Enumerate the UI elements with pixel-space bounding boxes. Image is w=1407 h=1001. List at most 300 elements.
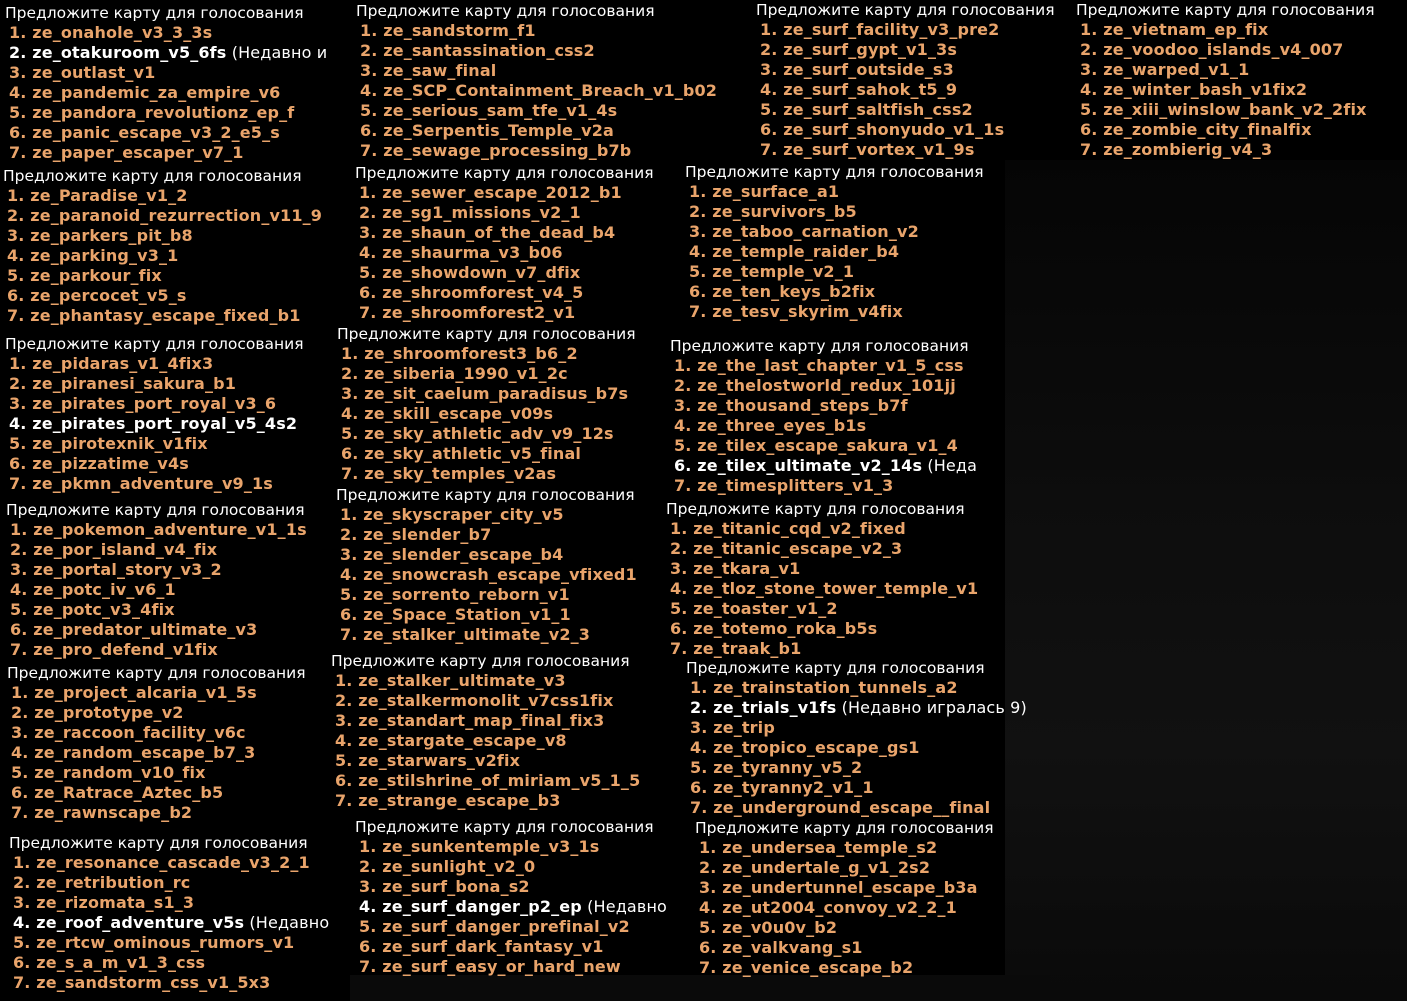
map-option-3[interactable]: [695, 878, 1007, 898]
map-name: 7. ze_venice_escape_b2: [699, 958, 914, 977]
map-option-6[interactable]: [355, 283, 685, 303]
map-option-3[interactable]: [6, 560, 341, 580]
map-option-3[interactable]: [1076, 60, 1407, 80]
map-name: 7. ze_timesplitters_v1_3: [674, 476, 894, 495]
menu-title: Предложите карту для голосования: [5, 335, 304, 353]
map-option-4[interactable]: [670, 416, 1005, 436]
map-option-5[interactable]: [756, 100, 1074, 120]
map-name: 5. ze_xiii_winslow_bank_v2_2fix: [1080, 100, 1367, 119]
map-name: 7. ze_tesv_skyrim_v4fix: [689, 302, 903, 321]
map-option-7[interactable]: [356, 141, 751, 161]
recently-played-note: (Недавно: [581, 897, 667, 916]
map-name: 2. ze_prototype_v2: [11, 703, 184, 722]
map-name: 7. ze_stalker_ultimate_v2_3: [340, 625, 591, 644]
map-name: 6. ze_shroomforest_v4_5: [359, 283, 584, 302]
map-name: 2. ze_trials_v1fs: [690, 698, 837, 717]
map-option-5[interactable]: [5, 103, 350, 123]
vote-menu: [5, 3, 350, 163]
map-name: 4. ze_tropico_escape_gs1: [690, 738, 920, 757]
menu-title: Предложите карту для голосования: [686, 659, 985, 677]
map-name: 1. ze_undersea_temple_s2: [699, 838, 938, 857]
map-name: 6. ze_tilex_ultimate_v2_14s: [674, 456, 923, 475]
map-option-2[interactable]: [3, 206, 348, 226]
map-option-2[interactable]: [756, 40, 1074, 60]
map-name: 6. ze_valkvang_s1: [699, 938, 863, 957]
map-option-1[interactable]: [9, 853, 351, 873]
map-option-7[interactable]: [666, 639, 1011, 659]
map-option-4[interactable]: [686, 738, 1048, 758]
map-name: 7. ze_paper_escaper_v7_1: [9, 143, 244, 162]
map-name: 4. ze_potc_iv_v6_1: [10, 580, 176, 599]
map-option-6[interactable]: [670, 456, 1005, 476]
map-option-3[interactable]: [670, 396, 1005, 416]
map-name: 4. ze_pandemic_za_empire_v6: [9, 83, 281, 102]
vote-menu: [695, 818, 1007, 978]
map-option-3[interactable]: [5, 63, 350, 83]
map-option-5[interactable]: [695, 918, 1007, 938]
map-name: 3. ze_undertunnel_escape_b3a: [699, 878, 978, 897]
map-option-6[interactable]: [1076, 120, 1407, 140]
map-option-1[interactable]: [5, 354, 350, 374]
menu-title: Предложите карту для голосования: [331, 652, 630, 670]
map-name: 5. ze_temple_v2_1: [689, 262, 855, 281]
vote-menu: [9, 833, 351, 993]
map-option-5[interactable]: [355, 917, 692, 937]
map-name: 2. ze_piranesi_sakura_b1: [9, 374, 237, 393]
map-name: 2. ze_titanic_escape_v2_3: [670, 539, 903, 558]
map-name: 6. ze_s_a_m_v1_3_css: [13, 953, 206, 972]
map-option-2[interactable]: [5, 374, 350, 394]
map-name: 6. ze_Space_Station_v1_1: [340, 605, 571, 624]
map-option-6[interactable]: [336, 605, 666, 625]
map-option-7[interactable]: [695, 958, 1007, 978]
map-name: 2. ze_paranoid_rezurrection_v11_9: [7, 206, 323, 225]
map-name: 6. ze_surf_shonyudo_v1_1s: [760, 120, 1005, 139]
map-name: 7. ze_sandstorm_css_v1_5x3: [13, 973, 271, 992]
map-option-2[interactable]: [336, 525, 666, 545]
map-name: 7. ze_rawnscape_b2: [11, 803, 193, 822]
map-name: 5. ze_tilex_escape_sakura_v1_4: [674, 436, 958, 455]
map-option-2[interactable]: [1076, 40, 1407, 60]
map-name: 4. ze_stargate_escape_v8: [335, 731, 567, 750]
map-name: 5. ze_tyranny_v5_2: [690, 758, 863, 777]
map-option-3[interactable]: [756, 60, 1074, 80]
map-name: 4. ze_tloz_stone_tower_temple_v1: [670, 579, 979, 598]
map-option-7[interactable]: [336, 625, 666, 645]
menu-title: Предложите карту для голосования: [336, 486, 635, 504]
recently-played-note: (Неда: [922, 456, 978, 475]
map-name: 5. ze_random_v10_fix: [11, 763, 206, 782]
map-name: 7. ze_surf_vortex_v1_9s: [760, 140, 975, 159]
map-option-3[interactable]: [685, 222, 1005, 242]
map-option-1[interactable]: [1076, 20, 1407, 40]
map-option-4[interactable]: [1076, 80, 1407, 100]
map-name: 4. ze_shaurma_v3_b06: [359, 243, 563, 262]
map-option-2[interactable]: [337, 364, 667, 384]
map-name: 3. ze_saw_final: [360, 61, 497, 80]
map-option-6[interactable]: [5, 454, 350, 474]
map-option-1[interactable]: [355, 183, 685, 203]
map-name: 5. ze_potc_v3_4fix: [10, 600, 175, 619]
map-name: 4. ze_random_escape_b7_3: [11, 743, 256, 762]
map-option-3[interactable]: [686, 718, 1048, 738]
map-option-4[interactable]: [336, 565, 666, 585]
vote-menu: [1076, 0, 1407, 160]
map-option-4[interactable]: [666, 579, 1011, 599]
vote-menu: [670, 336, 1005, 496]
map-option-6[interactable]: [331, 771, 676, 791]
map-option-3[interactable]: [5, 394, 350, 414]
map-option-4[interactable]: [685, 242, 1005, 262]
map-option-3[interactable]: [3, 226, 348, 246]
map-option-7[interactable]: [6, 640, 341, 660]
map-name: 6. ze_pizzatime_v4s: [9, 454, 189, 473]
map-option-1[interactable]: [666, 519, 1011, 539]
map-option-4[interactable]: [756, 80, 1074, 100]
map-option-4[interactable]: [9, 913, 351, 933]
vote-menu: [756, 0, 1074, 160]
map-option-1[interactable]: [3, 186, 348, 206]
map-name: 7. ze_surf_easy_or_hard_new: [359, 957, 621, 976]
map-option-7[interactable]: [355, 957, 692, 977]
map-option-6[interactable]: [695, 938, 1007, 958]
map-name: 3. ze_sit_caelum_paradisus_b7s: [341, 384, 629, 403]
menu-title: Предложите карту для голосования: [5, 4, 304, 22]
map-option-1[interactable]: [670, 356, 1005, 376]
map-name: 5. ze_pirotexnik_v1fix: [9, 434, 208, 453]
map-option-6[interactable]: [666, 619, 1011, 639]
map-option-6[interactable]: [685, 282, 1005, 302]
map-option-2[interactable]: [7, 703, 342, 723]
vote-menu: [685, 162, 1005, 322]
menu-title: Предложите карту для голосования: [355, 164, 654, 182]
map-option-7[interactable]: [355, 303, 685, 323]
map-option-5[interactable]: [336, 585, 666, 605]
map-option-7[interactable]: [686, 798, 1048, 818]
map-name: 4. ze_three_eyes_b1s: [674, 416, 867, 435]
map-option-5[interactable]: [355, 263, 685, 283]
map-option-3[interactable]: [355, 877, 692, 897]
map-option-6[interactable]: [356, 121, 751, 141]
map-name: 2. ze_undertale_g_v1_2s2: [699, 858, 931, 877]
map-name: 6. ze_Ratrace_Aztec_b5: [11, 783, 224, 802]
map-name: 2. ze_survivors_b5: [689, 202, 857, 221]
map-option-5[interactable]: [9, 933, 351, 953]
map-option-3[interactable]: [336, 545, 666, 565]
map-option-5[interactable]: [3, 266, 348, 286]
map-option-2[interactable]: [6, 540, 341, 560]
background-shadow-bottom: [350, 975, 1050, 1001]
map-name: 7. ze_traak_b1: [670, 639, 802, 658]
map-option-3[interactable]: [9, 893, 351, 913]
map-option-1[interactable]: [336, 505, 666, 525]
menu-title: Предложите карту для голосования: [337, 325, 636, 343]
map-name: 4. ze_SCP_Containment_Breach_v1_b02: [360, 81, 718, 100]
map-name: 1. ze_trainstation_tunnels_a2: [690, 678, 958, 697]
vote-menu: [356, 1, 751, 161]
map-option-6[interactable]: [355, 937, 692, 957]
map-option-2[interactable]: [355, 203, 685, 223]
map-name: 6. ze_zombie_city_finalfix: [1080, 120, 1312, 139]
map-option-6[interactable]: [7, 783, 342, 803]
map-name: 6. ze_stilshrine_of_miriam_v5_1_5: [335, 771, 641, 790]
map-name: 5. ze_parkour_fix: [7, 266, 162, 285]
map-name: 5. ze_toaster_v1_2: [670, 599, 838, 618]
map-option-4[interactable]: [355, 897, 692, 917]
map-name: 7. ze_phantasy_escape_fixed_b1: [7, 306, 301, 325]
map-option-3[interactable]: [7, 723, 342, 743]
map-option-1[interactable]: [6, 520, 341, 540]
map-name: 3. ze_standart_map_final_fix3: [335, 711, 605, 730]
map-name: 5. ze_sky_athletic_adv_v9_12s: [341, 424, 614, 443]
map-option-4[interactable]: [3, 246, 348, 266]
map-name: 3. ze_rizomata_s1_3: [13, 893, 195, 912]
recently-played-note: (Недавно: [244, 913, 330, 932]
map-option-2[interactable]: [686, 698, 1048, 718]
map-name: 3. ze_surf_bona_s2: [359, 877, 530, 896]
recently-played-note: (Недавно и: [226, 43, 328, 62]
map-name: 4. ze_skill_escape_v09s: [341, 404, 554, 423]
map-name: 2. ze_santassination_css2: [360, 41, 595, 60]
map-name: 7. ze_strange_escape_b3: [335, 791, 561, 810]
map-name: 3. ze_outlast_v1: [9, 63, 156, 82]
map-name: 1. ze_skyscraper_city_v5: [340, 505, 564, 524]
map-option-5[interactable]: [7, 763, 342, 783]
map-option-3[interactable]: [331, 711, 676, 731]
map-name: 2. ze_voodoo_islands_v4_007: [1080, 40, 1344, 59]
map-name: 3. ze_pirates_port_royal_v3_6: [9, 394, 277, 413]
vote-menu: [5, 334, 350, 494]
vote-menu: [6, 500, 341, 660]
map-name: 3. ze_parkers_pit_b8: [7, 226, 193, 245]
map-option-5[interactable]: [670, 436, 1005, 456]
map-name: 6. ze_ten_keys_b2fix: [689, 282, 876, 301]
map-name: 1. ze_shroomforest3_b6_2: [341, 344, 578, 363]
recently-played-note: (Недавно игралась 9): [836, 698, 1027, 717]
map-name: 7. ze_sky_temples_v2as: [341, 464, 557, 483]
map-option-2[interactable]: [356, 41, 751, 61]
map-name: 1. ze_Paradise_v1_2: [7, 186, 188, 205]
menu-title: Предложите карту для голосования: [356, 2, 655, 20]
map-option-7[interactable]: [5, 474, 350, 494]
vote-menu: [3, 166, 348, 326]
map-name: 5. ze_starwars_v2fix: [335, 751, 521, 770]
map-name: 3. ze_raccoon_facility_v6c: [11, 723, 246, 742]
map-option-2[interactable]: [695, 858, 1007, 878]
map-option-5[interactable]: [6, 600, 341, 620]
map-option-4[interactable]: [356, 81, 751, 101]
map-name: 2. ze_por_island_v4_fix: [10, 540, 218, 559]
menu-title: Предложите карту для голосования: [666, 500, 965, 518]
map-option-3[interactable]: [666, 559, 1011, 579]
map-option-5[interactable]: [337, 424, 667, 444]
map-option-4[interactable]: [5, 83, 350, 103]
map-name: 1. ze_surface_a1: [689, 182, 840, 201]
map-name: 1. ze_sandstorm_f1: [360, 21, 536, 40]
map-option-7[interactable]: [9, 973, 351, 993]
vote-menu: [666, 499, 1011, 659]
map-option-3[interactable]: [355, 223, 685, 243]
vote-menu: [355, 163, 685, 323]
map-option-7[interactable]: [1076, 140, 1407, 160]
map-name: 1. ze_pidaras_v1_4fix3: [9, 354, 214, 373]
map-option-2[interactable]: [666, 539, 1011, 559]
map-name: 7. ze_sewage_processing_b7b: [360, 141, 632, 160]
map-name: 1. ze_vietnam_ep_fix: [1080, 20, 1269, 39]
map-name: 4. ze_surf_sahok_t5_9: [760, 80, 958, 99]
map-name: 6. ze_predator_ultimate_v3: [10, 620, 258, 639]
map-option-3[interactable]: [356, 61, 751, 81]
map-option-4[interactable]: [6, 580, 341, 600]
map-option-1[interactable]: [331, 671, 676, 691]
map-name: 4. ze_snowcrash_escape_vfixed1: [340, 565, 637, 584]
map-option-6[interactable]: [9, 953, 351, 973]
map-option-1[interactable]: [686, 678, 1048, 698]
map-option-1[interactable]: [685, 182, 1005, 202]
map-name: 4. ze_ut2004_convoy_v2_2_1: [699, 898, 957, 917]
map-option-5[interactable]: [685, 262, 1005, 282]
menu-title: Предложите карту для голосования: [3, 167, 302, 185]
map-option-5[interactable]: [666, 599, 1011, 619]
vote-menu: [336, 485, 666, 645]
map-name: 4. ze_winter_bash_v1fix2: [1080, 80, 1308, 99]
map-option-4[interactable]: [331, 731, 676, 751]
map-name: 7. ze_underground_escape__final: [690, 798, 991, 817]
map-name: 1. ze_project_alcaria_v1_5s: [11, 683, 257, 702]
map-option-5[interactable]: [331, 751, 676, 771]
menu-title: Предложите карту для голосования: [670, 337, 969, 355]
map-option-4[interactable]: [7, 743, 342, 763]
menu-title: Предложите карту для голосования: [756, 1, 1055, 19]
vote-menu: [686, 658, 1048, 818]
map-option-5[interactable]: [5, 434, 350, 454]
map-name: 5. ze_rtcw_ominous_rumors_v1: [13, 933, 295, 952]
map-option-4[interactable]: [337, 404, 667, 424]
map-option-1[interactable]: [5, 23, 350, 43]
map-option-2[interactable]: [9, 873, 351, 893]
map-option-2[interactable]: [331, 691, 676, 711]
map-name: 4. ze_parking_v3_1: [7, 246, 179, 265]
map-option-6[interactable]: [686, 778, 1048, 798]
menu-title: Предложите карту для голосования: [695, 819, 994, 837]
map-option-1[interactable]: [355, 837, 692, 857]
map-name: 2. ze_sunlight_v2_0: [359, 857, 536, 876]
map-name: 4. ze_temple_raider_b4: [689, 242, 900, 261]
map-option-2[interactable]: [670, 376, 1005, 396]
map-name: 3. ze_trip: [690, 718, 775, 737]
map-option-7[interactable]: [7, 803, 342, 823]
map-name: 3. ze_slender_escape_b4: [340, 545, 564, 564]
map-name: 2. ze_siberia_1990_v1_2c: [341, 364, 568, 383]
map-name: 1. ze_titanic_cqd_v2_fixed: [670, 519, 906, 538]
map-option-6[interactable]: [337, 444, 667, 464]
background-shadow: [1005, 160, 1407, 1001]
map-name: 6. ze_surf_dark_fantasy_v1: [359, 937, 604, 956]
map-option-4[interactable]: [5, 414, 350, 434]
map-option-7[interactable]: [3, 306, 348, 326]
map-option-2[interactable]: [685, 202, 1005, 222]
map-option-6[interactable]: [3, 286, 348, 306]
map-name: 6. ze_totemo_roka_b5s: [670, 619, 878, 638]
map-option-1[interactable]: [337, 344, 667, 364]
map-name: 3. ze_shaun_of_the_dead_b4: [359, 223, 616, 242]
map-option-6[interactable]: [756, 120, 1074, 140]
map-name: 6. ze_panic_escape_v3_2_e5_s: [9, 123, 280, 142]
map-name: 3. ze_warped_v1_1: [1080, 60, 1250, 79]
map-option-7[interactable]: [756, 140, 1074, 160]
map-name: 5. ze_pandora_revolutionz_ep_f: [9, 103, 295, 122]
map-name: 6. ze_percocet_v5_s: [7, 286, 187, 305]
vote-menu: [7, 663, 342, 823]
vote-menu: [337, 324, 667, 484]
map-option-4[interactable]: [355, 243, 685, 263]
map-option-2[interactable]: [355, 857, 692, 877]
map-name: 5. ze_sorrento_reborn_v1: [340, 585, 570, 604]
map-name: 2. ze_sg1_missions_v2_1: [359, 203, 581, 222]
map-name: 3. ze_portal_story_v3_2: [10, 560, 222, 579]
map-name: 2. ze_otakuroom_v5_6fs: [9, 43, 227, 62]
map-name: 1. ze_resonance_cascade_v3_2_1: [13, 853, 310, 872]
map-name: 1. ze_stalker_ultimate_v3: [335, 671, 566, 690]
map-option-3[interactable]: [337, 384, 667, 404]
map-name: 4. ze_roof_adventure_v5s: [13, 913, 245, 932]
map-name: 1. ze_pokemon_adventure_v1_1s: [10, 520, 307, 539]
menu-title: Предложите карту для голосования: [9, 834, 308, 852]
map-option-7[interactable]: [5, 143, 350, 163]
map-option-6[interactable]: [5, 123, 350, 143]
map-name: 4. ze_surf_danger_p2_ep: [359, 897, 582, 916]
map-name: 6. ze_sky_athletic_v5_final: [341, 444, 582, 463]
map-option-2[interactable]: [5, 43, 350, 63]
vote-menu: [355, 817, 692, 977]
map-option-1[interactable]: [356, 21, 751, 41]
map-option-7[interactable]: [337, 464, 667, 484]
map-name: 1. ze_the_last_chapter_v1_5_css: [674, 356, 964, 375]
map-name: 2. ze_stalkermonolit_v7css1fix: [335, 691, 614, 710]
map-option-4[interactable]: [695, 898, 1007, 918]
map-name: 2. ze_thelostworld_redux_101jj: [674, 376, 956, 395]
menu-title: Предложите карту для голосования: [7, 664, 306, 682]
menu-title: Предложите карту для голосования: [355, 818, 654, 836]
map-option-6[interactable]: [6, 620, 341, 640]
map-option-7[interactable]: [685, 302, 1005, 322]
map-name: 3. ze_thousand_steps_b7f: [674, 396, 908, 415]
map-name: 5. ze_v0u0v_b2: [699, 918, 838, 937]
map-name: 5. ze_serious_sam_tfe_v1_4s: [360, 101, 618, 120]
map-name: 7. ze_pro_defend_v1fix: [10, 640, 218, 659]
map-option-1[interactable]: [756, 20, 1074, 40]
map-name: 5. ze_showdown_v7_dfix: [359, 263, 581, 282]
map-option-5[interactable]: [356, 101, 751, 121]
map-name: 3. ze_tkara_v1: [670, 559, 801, 578]
map-option-1[interactable]: [7, 683, 342, 703]
map-name: 5. ze_surf_saltfish_css2: [760, 100, 973, 119]
map-name: 2. ze_surf_gypt_v1_3s: [760, 40, 958, 59]
map-option-7[interactable]: [331, 791, 676, 811]
map-option-5[interactable]: [1076, 100, 1407, 120]
map-name: 7. ze_pkmn_adventure_v9_1s: [9, 474, 273, 493]
map-name: 3. ze_taboo_carnation_v2: [689, 222, 919, 241]
map-name: 1. ze_onahole_v3_3_3s: [9, 23, 213, 42]
map-option-7[interactable]: [670, 476, 1005, 496]
map-name: 3. ze_surf_outside_s3: [760, 60, 954, 79]
map-name: 1. ze_sewer_escape_2012_b1: [359, 183, 622, 202]
map-option-1[interactable]: [695, 838, 1007, 858]
map-name: 5. ze_surf_danger_prefinal_v2: [359, 917, 630, 936]
map-name: 1. ze_sunkentemple_v3_1s: [359, 837, 600, 856]
menu-title: Предложите карту для голосования: [1076, 1, 1375, 19]
map-option-5[interactable]: [686, 758, 1048, 778]
